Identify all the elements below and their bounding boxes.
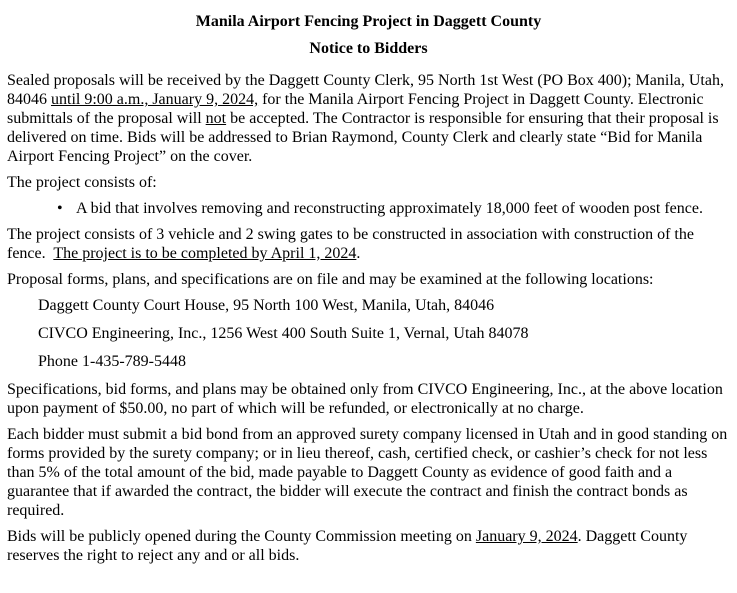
bullet-icon: • <box>57 200 63 217</box>
text-run: . Daggett County reserves the right to reject any and or all bids. <box>7 528 688 564</box>
document-subtitle: Notice to Bidders <box>309 40 428 57</box>
text-run: Phone 1-435-789-5448 <box>38 353 186 370</box>
text-run: be accepted. The Contractor is responsible for ensuring that their proposal is delivered on time. Bids will be addressed to Brian Raymond, County Clerk and clearly state “Bid for Manila Airport Fencing Project” on the cover. <box>7 110 719 165</box>
text-run: Daggett County Court House, 95 North 100 West, Manila, Utah, 84046 <box>38 297 495 314</box>
text-run: . <box>356 245 361 262</box>
text-run: A bid that involves removing and reconstructing approximately 18,000 feet of wooden post fence. <box>76 200 703 217</box>
text-run: Specifications, bid forms, and plans may be obtained only from CIVCO Engineering, Inc., at the above location upon payment of $50.00, no part of which will be refunded, or electronically at no charge. <box>7 381 723 417</box>
paragraph-bids-opened <box>7 527 730 565</box>
text-run: Sealed proposals will be received by the Daggett County Clerk, 95 North 1st West (PO Box 400); Manila, Utah, 84046 <box>7 72 724 108</box>
text-run: Proposal forms, plans, and specifications are on file and may be examined at the following locations: <box>7 271 654 288</box>
paragraph-gates-completion <box>7 225 730 263</box>
location-line-courthouse <box>7 296 730 315</box>
underlined-text: The project is to be completed by April 1, 2024 <box>53 245 357 262</box>
text-run: Bids will be publicly opened during the County Commission meeting on <box>7 528 476 545</box>
document-title: Manila Airport Fencing Project in Daggett County <box>195 13 542 30</box>
text-run: CIVCO Engineering, Inc., 1256 West 400 South Suite 1, Vernal, Utah 84078 <box>38 325 529 342</box>
paragraph-bid-bond <box>7 425 730 520</box>
text-run: Each bidder must submit a bid bond from an approved surety company licensed in Utah and in good standing on forms provided by the surety company; or in lieu thereof, cash, certified check, or cashier’s check for not less than 5% of the total amount of the bid, made payable to Daggett County as evidence of good faith and a guarantee that if awarded the contract, the bidder will execute the contract and finish the contract bonds as required. <box>7 426 728 519</box>
location-line-phone <box>7 352 730 371</box>
paragraph-specifications <box>7 380 730 418</box>
underlined-text: not <box>205 110 227 127</box>
paragraph-sealed-proposals <box>7 71 730 166</box>
underlined-text: January 9, 2024 <box>475 528 578 545</box>
bullet-item <box>7 199 730 218</box>
text-run: for the Manila Airport Fencing Project in Daggett County. Electronic submittals of the proposal will <box>7 91 704 127</box>
text-run: The project consists of: <box>7 174 157 191</box>
text-run: The project consists of 3 vehicle and 2 swing gates to be constructed in association with construction of the fence. <box>7 226 694 262</box>
paragraph-project-consists-of <box>7 173 730 192</box>
underlined-text: until 9:00 a.m., January 9, 2024, <box>51 91 259 108</box>
location-line-civco <box>7 324 730 343</box>
bullet-item-text <box>76 199 730 218</box>
paragraph-proposal-forms <box>7 270 730 289</box>
